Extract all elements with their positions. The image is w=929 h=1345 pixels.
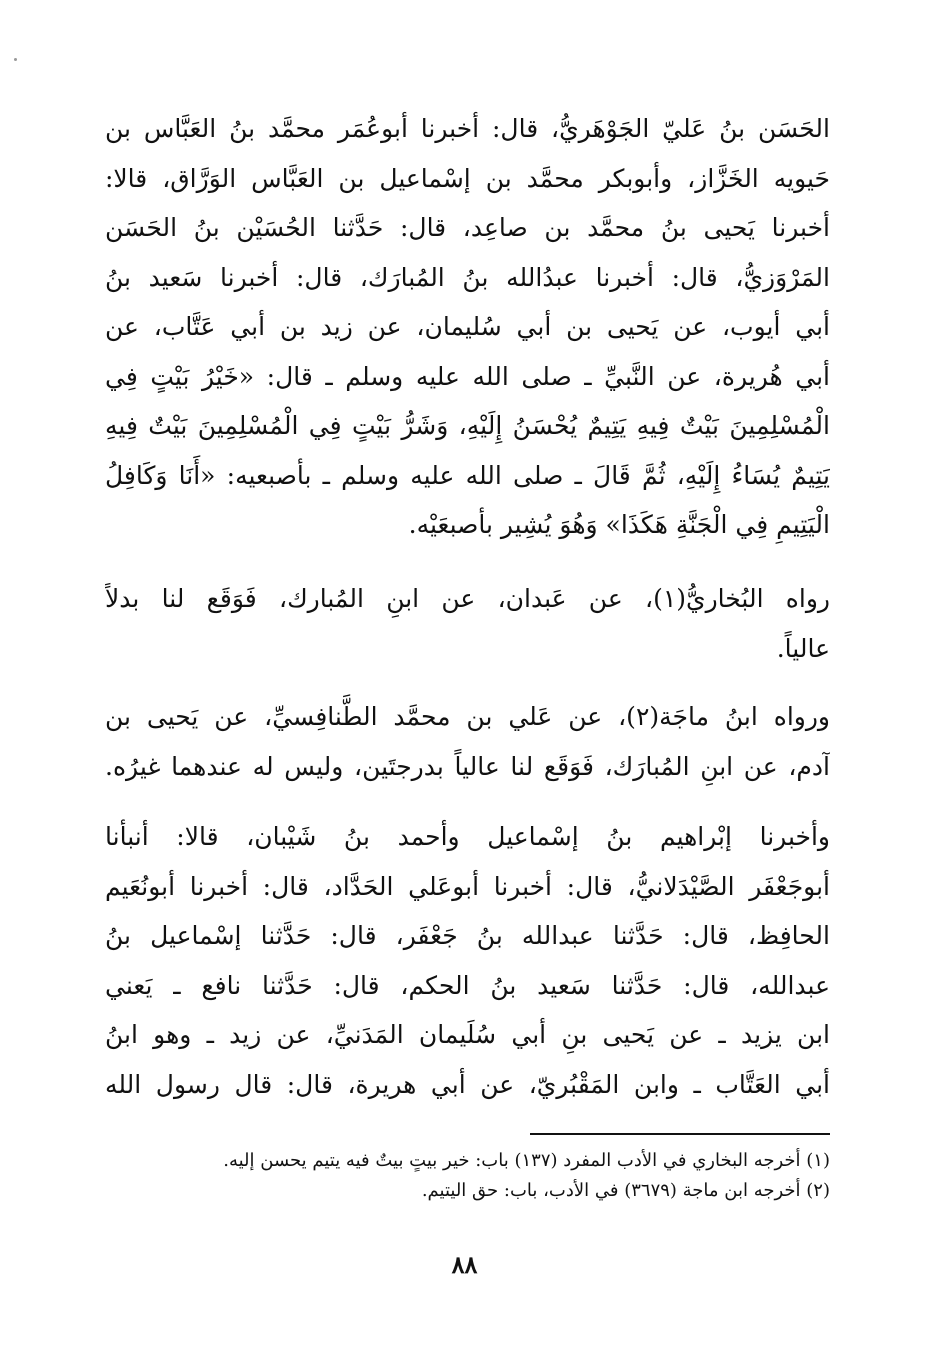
text-line: أبي العَتَّاب ـ وابن المَقْبُريّ، عن أبي هريرة، قال: قال رسول الله xyxy=(105,1069,830,1099)
footnote-divider xyxy=(530,1133,830,1135)
scan-speck xyxy=(14,58,17,61)
text-line: الحافِظ، قال: حَدَّثنا عبدالله بنُ جَعْفَر، قال: حَدَّثنا إسْماعيل بنُ xyxy=(105,921,830,950)
text-line: عبدالله، قال: حَدَّثنا سَعيد بنُ الحكم، قال: حَدَّثنا نافع ـ يَعني xyxy=(105,970,830,1000)
footnotes xyxy=(130,1146,830,1206)
footnote-2: (٢) أخرجه ابن ماجة (٣٦٧٩) في الأدب، باب: حق اليتيم. xyxy=(421,1180,830,1201)
text-line: المَرْوَزيُّ، قال: أخبرنا عبدُالله بنُ المُبارَك، قال: أخبرنا سَعيد بنُ xyxy=(105,262,830,292)
paragraph-3 xyxy=(105,692,830,791)
text-line: آدم، عن ابنِ المُبارَك، فَوَقَع لنا عالياً بدرجتَين، وليس له عندهما غيرُه. xyxy=(105,751,830,781)
page-number: ٨٨ xyxy=(451,1250,478,1279)
text-line: عالياً. xyxy=(776,633,830,663)
paragraph-4 xyxy=(105,812,830,1109)
text-line: أبي أيوب، عن يَحيى بن أبي سُليمان، عن زيد بن أبي عَتَّاب، عن xyxy=(105,312,830,341)
footnote-1: (١) أخرجه البخاري في الأدب المفرد (١٣٧) باب: خير بيتٍ بيتٌ فيه يتيم يحسن إليه. xyxy=(223,1150,830,1171)
text-line: حَيويه الخَزَّاز، وأبوبكر محمَّد بن إسْماعيل بن العَبَّاس الوَرَّاق، قالا: xyxy=(105,163,830,193)
paragraph-2 xyxy=(105,574,830,673)
text-line: وأخبرنا إبْراهيم بنُ إسْماعيل وأحمد بنُ شَيْبان، قالا: أنبأنا xyxy=(105,822,830,851)
text-line: يَتِيمٌ يُسَاءُ إِلَيْهِ، ثُمَّ قَالَ ـ صلى الله عليه وسلم ـ بأصبعيه: «أَنَا وَكَافِلُ xyxy=(105,460,830,490)
text-line: أبي هُريرة، عن النَّبيِّ ـ صلى الله عليه وسلم ـ قال: «خَيْرُ بَيْتٍ فِي xyxy=(105,361,830,391)
text-line: الْيَتِيمِ فِي الْجَنَّةِ هَكَذَا» وَهُوَ يُشِير بأصبعَيْه. xyxy=(408,510,830,539)
text-line: أبوجَعْفَر الصَّيْدَلانيُّ، قال: أخبرنا أبوعَلي الحَدَّاد، قال: أخبرنا أبونُعَيم xyxy=(105,871,830,901)
text-line: رواه البُخاريُّ(١)، عن عَبدان، عن ابنِ المُبارك، فَوَقَع لنا بدلاً xyxy=(105,584,830,613)
text-line: أخبرنا يَحيى بنُ محمَّد بن صاعِد، قال: حَدَّثنا الحُسَيْن بنُ الحَسَن xyxy=(105,213,830,242)
text-line: الحَسَن بنُ عَليّ الجَوْهَريُّ، قال: أخبرنا أبوعُمَر محمَّد بنُ العَبَّاس بن xyxy=(105,114,830,143)
text-line: الْمُسْلِمِينَ بَيْتٌ فِيهِ يَتِيمٌ يُحْسَنُ إِلَيْهِ، وَشَرُّ بَيْتٍ فِي الْمُسْلِمِينَ بَيْتٌ فِيهِ xyxy=(105,411,830,440)
paragraph-1 xyxy=(105,104,830,550)
text-line: ابن يزيد ـ عن يَحيى بنِ أبي سُلَيمان المَدَنيِّ، عن زيد ـ وهو ابنُ xyxy=(105,1020,830,1049)
text-line: ورواه ابنُ ماجَة(٢)، عن عَلي بن محمَّد الطَّنافِسيِّ، عن يَحيى بن xyxy=(105,702,830,731)
